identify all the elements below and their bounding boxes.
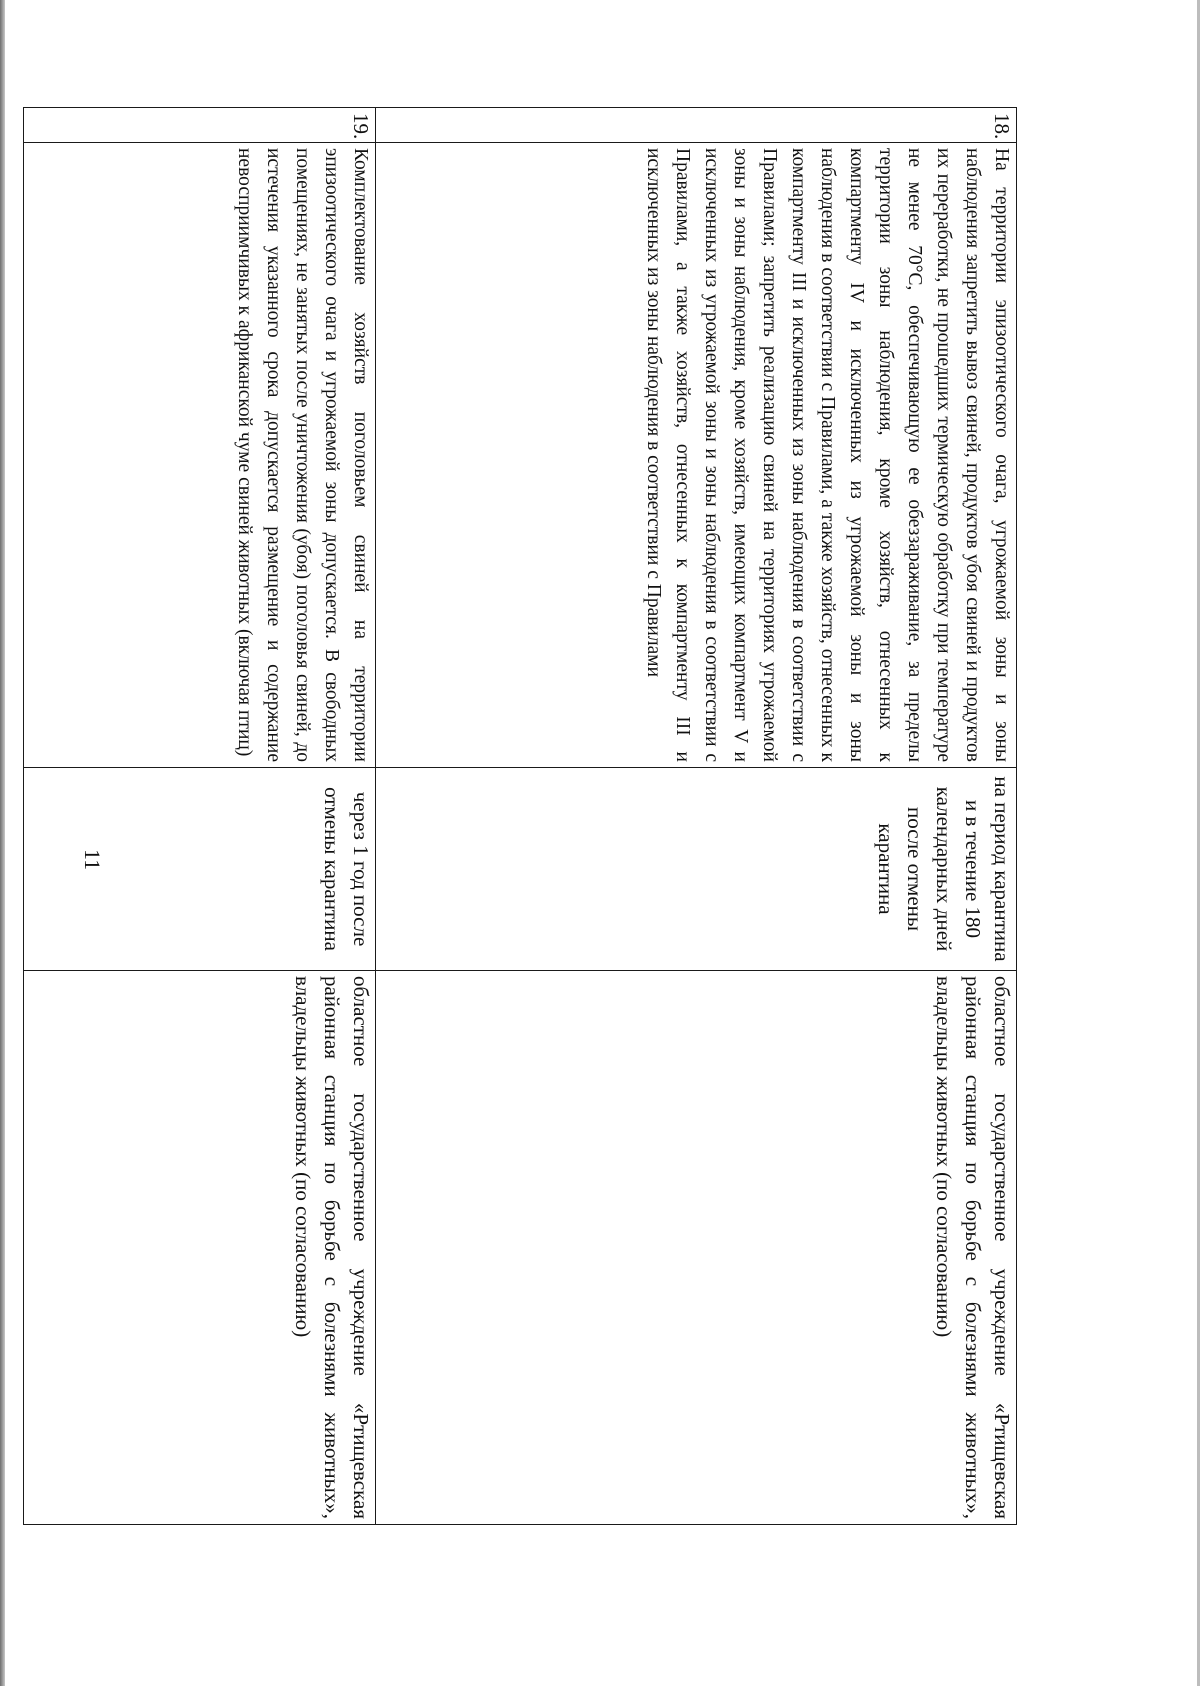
term-cell <box>24 768 376 971</box>
table-row <box>24 108 376 1525</box>
measure-description-cell <box>376 143 1017 768</box>
responsible-text: областное государственное учреждение «Ртищевская районная станция по борьбе с болезнями животных», владельцы животных (по согласованию) <box>932 976 1014 1519</box>
measure-description-cell <box>24 143 376 768</box>
row-number: 19. <box>349 113 373 140</box>
scan-edge-left <box>0 0 5 1686</box>
term-text: через 1 год после отмены карантина <box>320 787 373 951</box>
measure-description: Комплектование хозяйств поголовьем свиней на территории эпизоотического очага и угрожаемой зоны допускается. В свободных помещениях, не занятых после уничтожения (убоя) поголовья свиней, до истечения указанного срока допускается размещение и содержание невосприимчивых к африканской чуме свиней животных (включая птиц) <box>234 148 371 762</box>
table-row <box>376 108 1017 1525</box>
row-number-cell <box>376 108 1017 143</box>
row-number-cell <box>24 108 376 143</box>
page-number: 11 <box>80 849 105 871</box>
responsible-cell <box>376 971 1017 1525</box>
rotated-document-page <box>57 35 1137 1595</box>
measure-description: На территории эпизоотического очага, угрожаемой зоны и зоны наблюдения запретить вывоз свиней, продуктов убоя свиней и продуктов их переработки, не прошедших термическую обработку при температуре не менее 70°С, обеспечивающую ее обеззараживание, за пределы территории зоны наблюдения, кроме хозяйств, отнесенных к компартменту IV и исключенных из угрожаемой зоны и зоны наблюдения в соответствии с Правилами, а также хозяйств, отнесенных к компартменту III и исключенных из зоны наблюдения в соответствии с Правилами; запретить реализацию свиней на территориях угрожаемой зоны и зоны наблюдения, кроме хозяйств, имеющих компартмент V и исключенных из угрожаемой зоны и зоны наблюдения в соответствии с Правилами, а также хозяйств, отнесенных к компартменту III и исключенных из зоны наблюдения в соответствии с Правилами <box>643 148 1012 762</box>
term-text: на период карантина и в течение 180 календарных дней после отмены карантина <box>874 776 1014 962</box>
responsible-cell <box>24 971 376 1525</box>
measures-table <box>23 107 1017 1525</box>
responsible-text: областное государственное учреждение «Ртищевская районная станция по борьбе с болезнями животных», владельцы животных (по согласованию) <box>291 976 373 1519</box>
term-cell <box>376 768 1017 971</box>
row-number: 18. <box>990 113 1014 140</box>
